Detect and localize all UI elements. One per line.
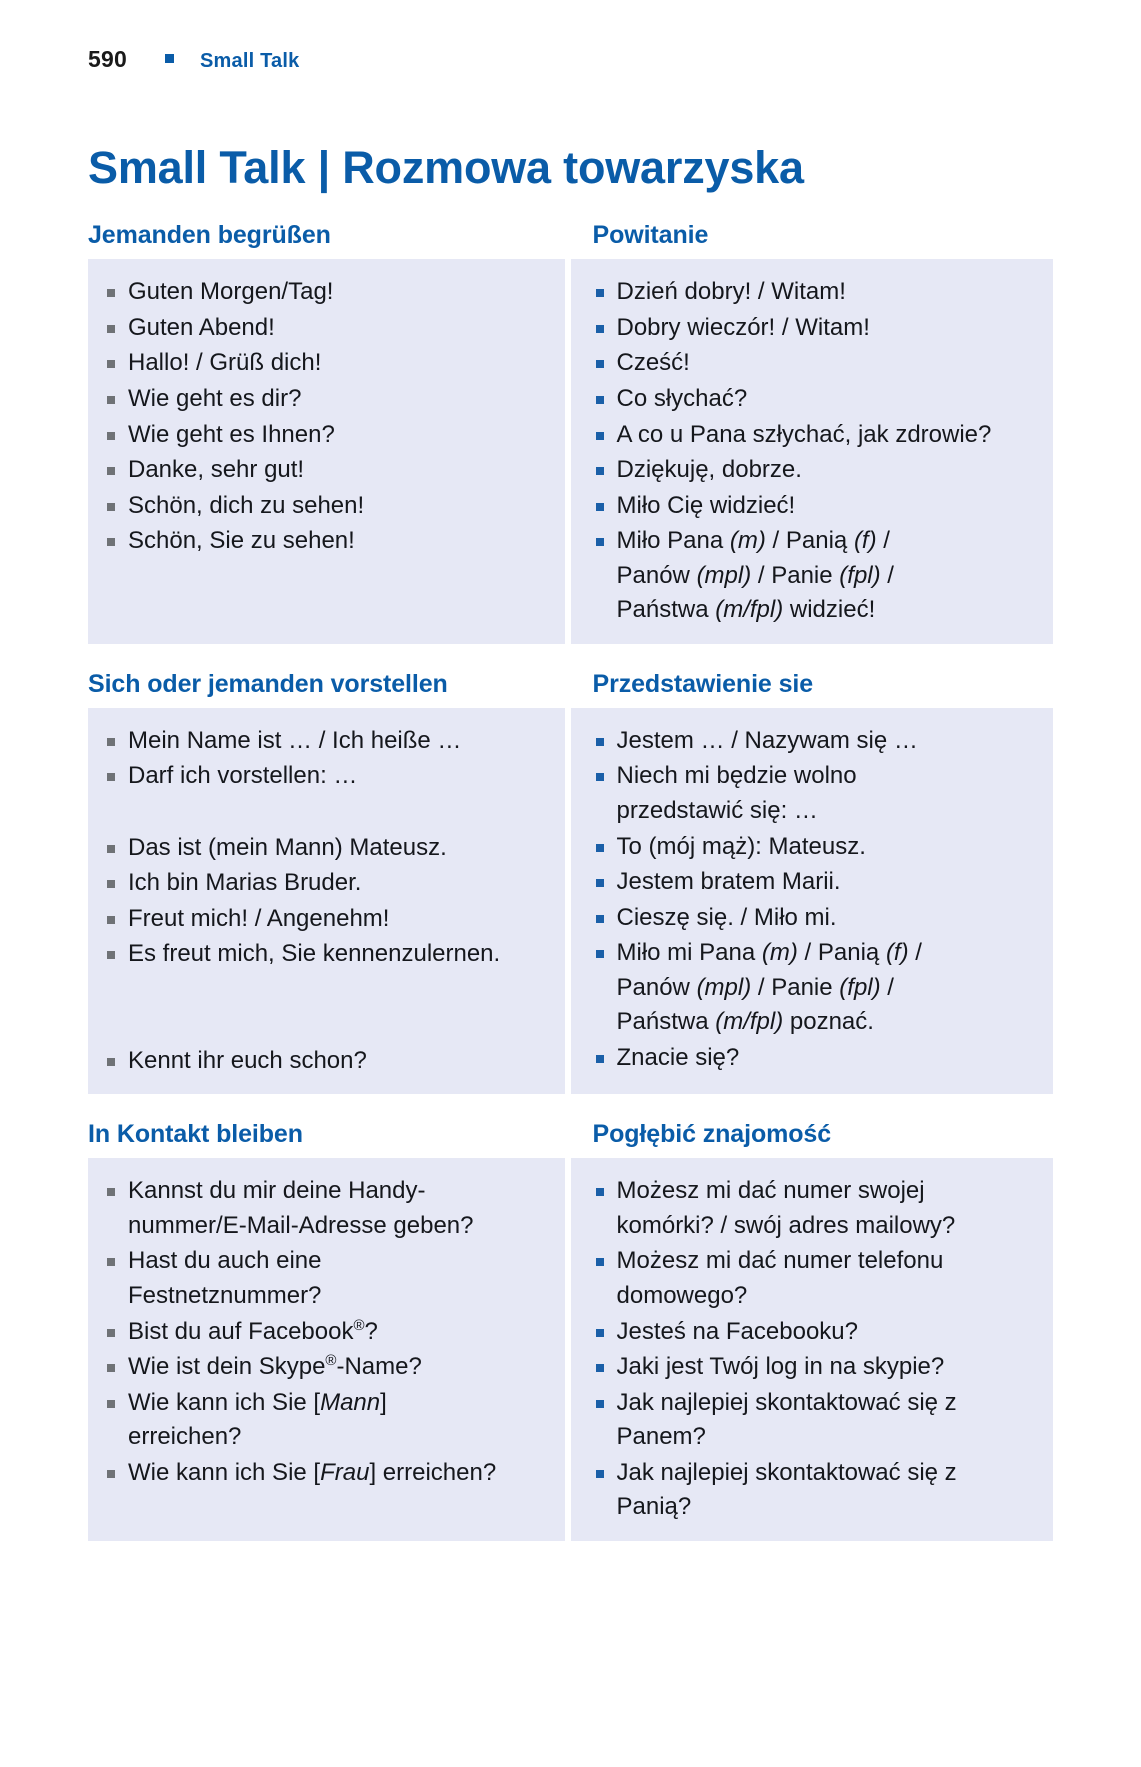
list-item: Hallo! / Grüß dich! (98, 346, 555, 381)
page-number: 590 (88, 46, 127, 72)
gender-marker: (f) (853, 527, 877, 555)
list-item: Ich bin Marias Bruder. (98, 866, 555, 901)
heading-pl: Pogłębić znajomość (592, 1120, 832, 1149)
list-item: Niech mi będzie wolno przedstawić się: … (587, 759, 1044, 828)
heading-de: Jemanden begrüßen (88, 221, 331, 250)
heading-de: Sich oder jemanden vorstellen (88, 669, 448, 698)
column-german (88, 259, 571, 643)
column-polish (571, 1158, 1054, 1540)
running-header (88, 46, 1053, 86)
list-item: Darf ich vorstellen: … (98, 759, 555, 794)
section-columns (88, 708, 1053, 1094)
list-item: Znacie się? (587, 1041, 1044, 1076)
list-item: Cieszę się. / Miło mi. (587, 901, 1044, 936)
list-item: Wie kann ich Sie [Mann] erreichen? (98, 1386, 555, 1455)
placeholder-token: Frau (320, 1458, 370, 1486)
phrase-list-polish (587, 1174, 1044, 1524)
gender-marker: (fpl) (839, 973, 881, 1001)
phrase-list-german (98, 724, 555, 1078)
section-headings (88, 670, 1053, 708)
list-item: Wie ist dein Skype®-Name? (98, 1350, 555, 1385)
list-item: Jak najlepiej skontaktować się z Panią? (587, 1456, 1044, 1525)
list-item: Możesz mi dać numer swojej komórki? / swój adres mailowy? (587, 1174, 1044, 1243)
list-item: Das ist (mein Mann) Mateusz. (98, 831, 555, 866)
alignment-spacer (98, 795, 555, 830)
list-item: Es freut mich, Sie kennenzulernen. (98, 937, 555, 972)
gender-marker: (fpl) (839, 561, 881, 589)
list-item: Schön, Sie zu sehen! (98, 524, 555, 559)
column-german (88, 1158, 571, 1540)
gender-marker: (mpl) (696, 973, 752, 1001)
list-item: Bist du auf Facebook®? (98, 1315, 555, 1350)
section-headings (88, 1120, 1053, 1158)
column-polish (571, 259, 1054, 643)
section-columns (88, 1158, 1053, 1540)
section-introductions (88, 670, 1053, 1094)
gender-marker: (m/fpl) (715, 1008, 784, 1036)
list-item: Mein Name ist … / Ich heiße … (98, 724, 555, 759)
section-greeting (88, 221, 1053, 643)
list-item: Dziękuję, dobrze. (587, 453, 1044, 488)
phrase-list-polish (587, 275, 1044, 627)
list-item: Wie geht es dir? (98, 382, 555, 417)
list-item: Guten Morgen/Tag! (98, 275, 555, 310)
column-german (88, 708, 571, 1094)
list-item: A co u Pana szłychać, jak zdrowie? (587, 418, 1044, 453)
column-polish (571, 708, 1054, 1094)
list-item: Jesteś na Facebooku? (587, 1315, 1044, 1350)
page-title: Small Talk | Rozmowa towarzyska (88, 142, 804, 193)
heading-pl: Powitanie (592, 221, 709, 250)
list-item: To (mój mąż): Mateusz. (587, 830, 1044, 865)
list-item: Kennt ihr euch schon? (98, 1044, 555, 1079)
list-item: Miło Pana (m) / Panią (f) / Panów (mpl) / Panie (fpl) / Państwa (m/fpl) widzieć! (587, 524, 1044, 628)
list-item: Wie geht es Ihnen? (98, 418, 555, 453)
list-item: Miło Cię widzieć! (587, 489, 1044, 524)
list-item: Dzień dobry! / Witam! (587, 275, 1044, 310)
list-item: Kannst du mir deine Handy- nummer/E-Mail-Adresse geben? (98, 1174, 555, 1243)
placeholder-token: Mann (320, 1388, 381, 1416)
list-item: Jestem bratem Marii. (587, 865, 1044, 900)
gender-marker: (m/fpl) (715, 596, 784, 624)
gender-marker: (f) (885, 939, 909, 967)
heading-de: In Kontakt bleiben (88, 1120, 303, 1149)
section-columns (88, 259, 1053, 643)
section-keeping-in-touch (88, 1120, 1053, 1540)
gender-marker: (mpl) (696, 561, 752, 589)
list-item: Miło mi Pana (m) / Panią (f) / Panów (mpl) / Panie (fpl) / Państwa (m/fpl) poznać. (587, 936, 1044, 1040)
phrase-list-german (98, 1174, 555, 1490)
list-item: Danke, sehr gut! (98, 453, 555, 488)
gender-marker: (m) (729, 527, 766, 555)
list-item: Guten Abend! (98, 311, 555, 346)
list-item: Co słychać? (587, 382, 1044, 417)
list-item: Schön, dich zu sehen! (98, 489, 555, 524)
alignment-spacer (98, 1008, 555, 1043)
list-item: Możesz mi dać numer telefonu domowego? (587, 1244, 1044, 1313)
heading-pl: Przedstawienie sie (592, 669, 814, 698)
chapter-title: Small Talk (199, 50, 300, 72)
list-item: Dobry wieczór! / Witam! (587, 311, 1044, 346)
list-item: Jak najlepiej skontaktować się z Panem? (587, 1386, 1044, 1455)
phrase-list-german (98, 275, 555, 558)
list-item: Hast du auch eine Festnetznummer? (98, 1244, 555, 1313)
registered-trademark-icon: ® (353, 1316, 365, 1334)
list-item: Freut mich! / Angenehm! (98, 902, 555, 937)
list-item: Wie kann ich Sie [Frau] erreichen? (98, 1456, 555, 1491)
list-item: Cześć! (587, 346, 1044, 381)
registered-trademark-icon: ® (325, 1352, 337, 1370)
alignment-spacer (98, 973, 555, 1008)
section-headings (88, 221, 1053, 259)
square-bullet-icon (165, 54, 174, 63)
list-item: Jestem … / Nazywam się … (587, 724, 1044, 759)
gender-marker: (m) (761, 939, 798, 967)
phrase-list-polish (587, 724, 1044, 1075)
list-item: Jaki jest Twój log in na skypie? (587, 1350, 1044, 1385)
